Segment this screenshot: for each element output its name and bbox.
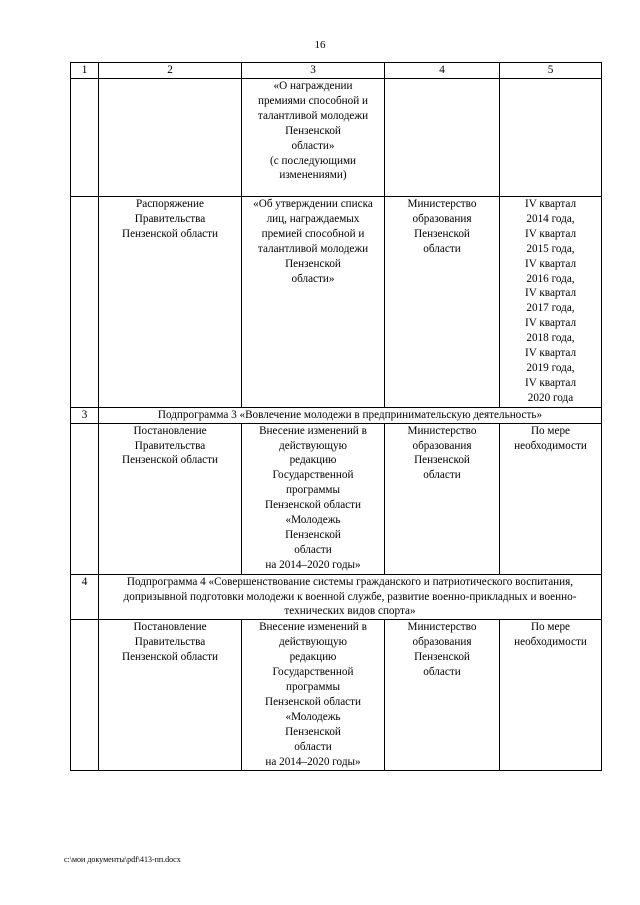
page-number: 16 xyxy=(314,39,326,51)
header-col-1: 1 xyxy=(71,63,99,79)
act-title: «О награждении премиями способной и талантливой молодежи Пензенской области» (с последующими изменениями) xyxy=(257,80,369,182)
table-row xyxy=(71,423,602,574)
act-type-cell xyxy=(99,620,242,771)
subprogram-4-title: Подпрограмма 4 «Совершенствование системы гражданского и патриотического воспитания, допризывной подготовки молодежи к военной службе, развитие военно-прикладных и военно-технических видов спорта» xyxy=(99,574,602,620)
header-col-5: 5 xyxy=(500,63,602,79)
act-title: «Об утверждении списка лиц, награждаемых премией способной и талантливой молодежи Пензенской области» xyxy=(253,198,373,285)
act-title: Внесение изменений в действующую редакцию Государственной программы Пензенской области «Молодежь Пензенской области на 2014–2020 годы» xyxy=(259,424,367,571)
row-number-cell xyxy=(71,197,99,408)
measures-table xyxy=(70,62,602,771)
executor-cell xyxy=(385,79,500,197)
executor: Министерство образования Пензенской области xyxy=(407,424,477,482)
act-type: Постановление Правительства Пензенской области xyxy=(121,621,218,664)
act-title: Внесение изменений в действующую редакцию Государственной программы Пензенской области «Молодежь Пензенской области на 2014–2020 годы» xyxy=(259,621,367,768)
deadline-cell xyxy=(500,79,602,197)
act-type-cell xyxy=(99,423,242,574)
table-row xyxy=(71,620,602,771)
act-type: Постановление Правительства Пензенской области xyxy=(121,424,218,467)
deadline: По мере необходимости xyxy=(514,621,587,649)
executor-cell xyxy=(385,197,500,408)
act-type-cell xyxy=(99,79,242,197)
deadline: IV квартал 2014 года, IV квартал 2015 года, IV квартал 2016 года, IV квартал 2017 года, IV квартал 2018 года, IV квартал 2019 года, IV квартал 2020 года xyxy=(524,198,577,404)
row-number-cell xyxy=(71,423,99,574)
act-title-cell xyxy=(242,423,385,574)
deadline: По мере необходимости xyxy=(514,424,587,452)
act-type: Распоряжение Правительства Пензенской области xyxy=(121,198,218,240)
executor-cell xyxy=(385,423,500,574)
deadline-cell xyxy=(500,197,602,408)
executor: Министерство образования Пензенской области xyxy=(407,198,477,255)
subprogram-4-heading-row xyxy=(71,574,602,620)
act-title-cell xyxy=(242,620,385,771)
header-col-3: 3 xyxy=(242,63,385,79)
act-type-cell xyxy=(99,197,242,408)
table-row xyxy=(71,79,602,197)
executor: Министерство образования Пензенской области xyxy=(407,621,477,679)
subprogram-3-title: Подпрограмма 3 «Вовлечение молодежи в предпринимательскую деятельность» xyxy=(99,407,602,423)
header-col-2: 2 xyxy=(99,63,242,79)
table-header-row xyxy=(71,63,602,79)
deadline-cell xyxy=(500,620,602,771)
subprogram-3-heading-row xyxy=(71,407,602,423)
subprogram-3-number: 3 xyxy=(71,407,99,423)
header-col-4: 4 xyxy=(385,63,500,79)
act-title-cell xyxy=(242,197,385,408)
deadline-cell xyxy=(500,423,602,574)
table-row xyxy=(71,197,602,408)
footer-file-path: c:\мои документы\pdf\413-пп.docx xyxy=(64,855,181,864)
row-number-cell xyxy=(71,620,99,771)
row-number-cell xyxy=(71,79,99,197)
act-title-cell xyxy=(242,79,385,197)
executor-cell xyxy=(385,620,500,771)
subprogram-4-number: 4 xyxy=(71,574,99,620)
